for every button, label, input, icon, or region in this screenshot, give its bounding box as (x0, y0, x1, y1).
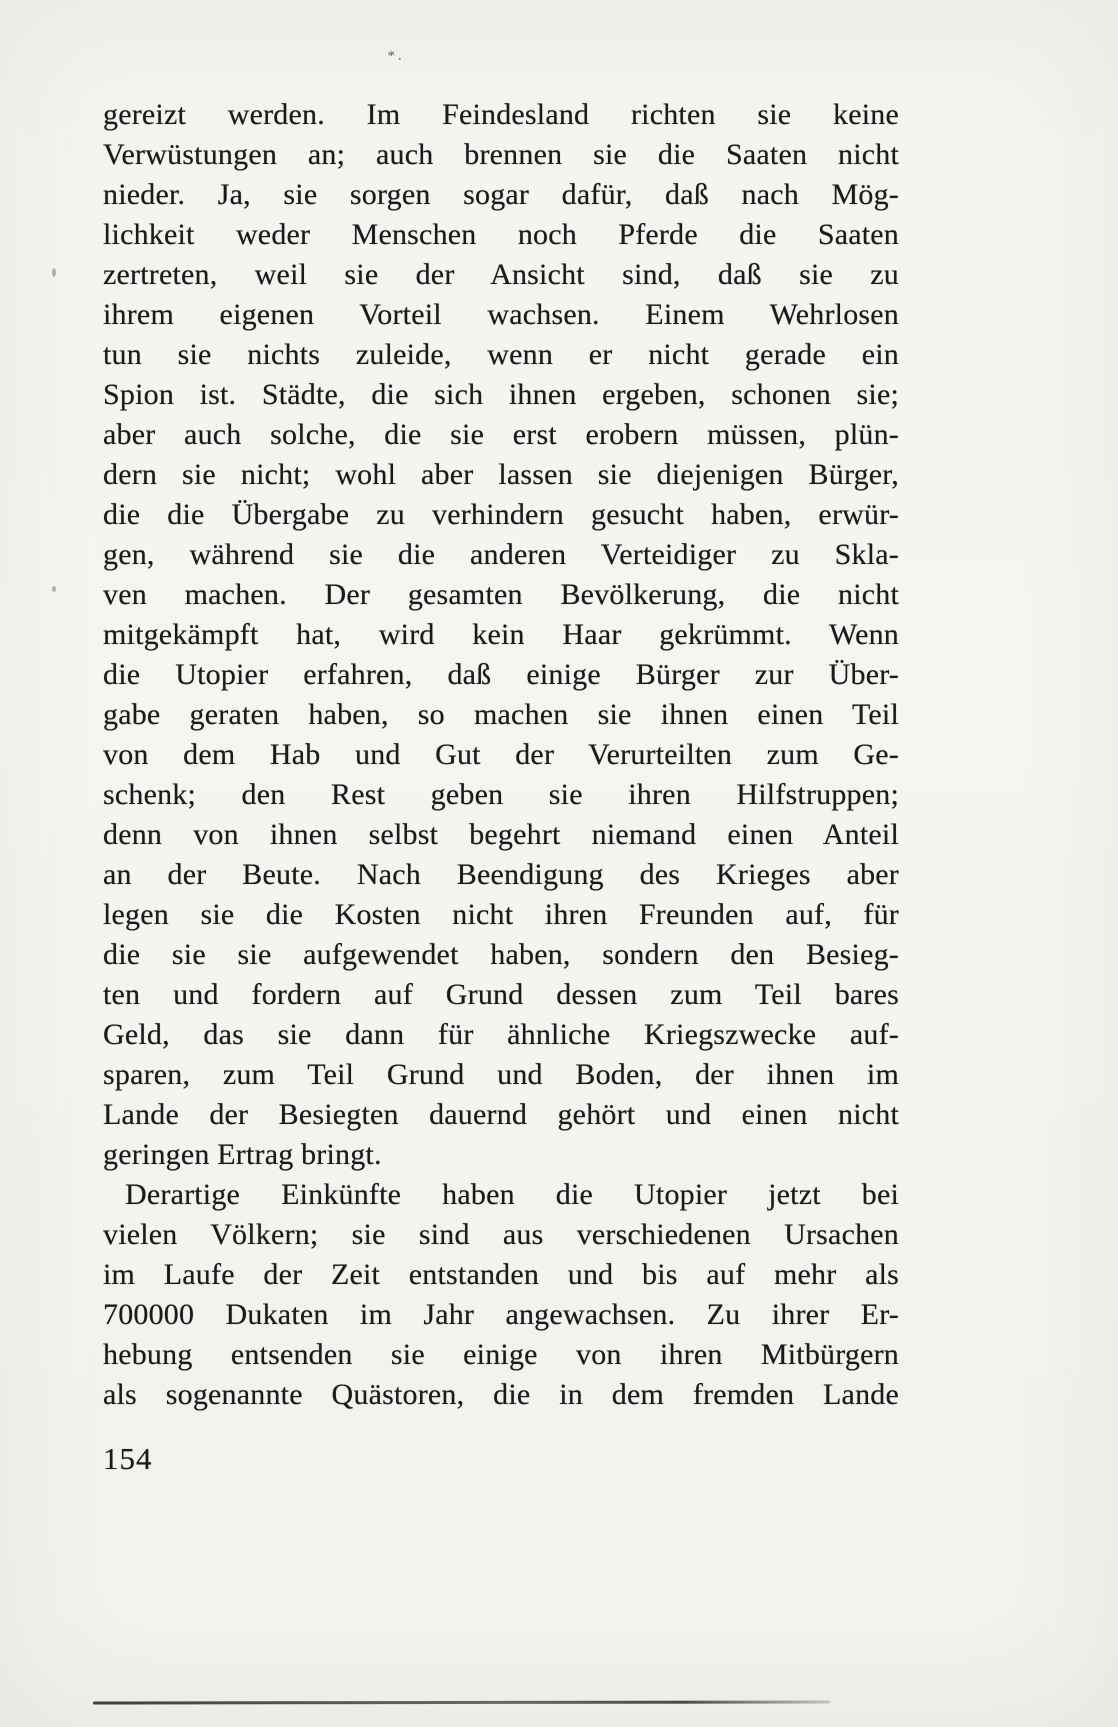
text-line: ten und fordern auf Grund dessen zum Teil bares (103, 978, 899, 1011)
text-line: an der Beute. Nach Beendigung des Krieges aber (103, 858, 899, 891)
text-line: die Utopier erfahren, daß einige Bürger zur Über- (103, 658, 899, 691)
paragraph (103, 1175, 899, 1415)
paragraph (103, 95, 899, 1175)
text-line: von dem Hab und Gut der Verurteilten zum Ge- (103, 738, 899, 771)
text-line: geringen Ertrag bringt. (103, 1138, 382, 1171)
text-line: dern sie nicht; wohl aber lassen sie diejenigen Bürger, (103, 458, 899, 491)
text-line: denn von ihnen selbst begehrt niemand einen Anteil (103, 818, 899, 851)
text-line: gereizt werden. Im Feindesland richten sie keine (103, 98, 899, 131)
text-line: die sie sie aufgewendet haben, sondern den Besieg- (103, 938, 899, 971)
text-line: gen, während sie die anderen Verteidiger zu Skla- (103, 538, 899, 571)
text-line: Derartige Einkünfte haben die Utopier jetzt bei (125, 1178, 899, 1211)
text-block (103, 95, 899, 1415)
text-line: vielen Völkern; sie sind aus verschiedenen Ursachen (103, 1218, 899, 1251)
scan-speck (52, 586, 56, 592)
text-line: Spion ist. Städte, die sich ihnen ergeben, schonen sie; (103, 378, 899, 411)
text-line: lichkeit weder Menschen noch Pferde die Saaten (103, 218, 899, 251)
text-line: Lande der Besiegten dauernd gehört und einen nicht (103, 1098, 899, 1131)
text-line: 700000 Dukaten im Jahr angewachsen. Zu ihrer Er- (103, 1298, 899, 1331)
page-number: 154 (103, 1441, 153, 1476)
scan-edge-artifact (93, 1700, 830, 1704)
text-line: nieder. Ja, sie sorgen sogar dafür, daß nach Mög- (103, 178, 899, 211)
text-line: schenk; den Rest geben sie ihren Hilfstruppen; (103, 778, 899, 811)
text-line: legen sie die Kosten nicht ihren Freunden auf, für (103, 898, 899, 931)
text-line: sparen, zum Teil Grund und Boden, der ihnen im (103, 1058, 899, 1091)
text-line: als sogenannte Quästoren, die in dem fremden Lande (103, 1378, 899, 1411)
text-line: im Laufe der Zeit entstanden und bis auf mehr als (103, 1258, 899, 1291)
text-line: die die Übergabe zu verhindern gesucht haben, erwür- (103, 498, 899, 531)
text-line: Geld, das sie dann für ähnliche Kriegszwecke auf- (103, 1018, 899, 1051)
text-line: ihrem eigenen Vorteil wachsen. Einem Wehrlosen (103, 298, 899, 331)
text-line: ven machen. Der gesamten Bevölkerung, die nicht (103, 578, 899, 611)
text-line: zertreten, weil sie der Ansicht sind, daß sie zu (103, 258, 899, 291)
text-line: hebung entsenden sie einige von ihren Mitbürgern (103, 1338, 899, 1371)
text-line: gabe geraten haben, so machen sie ihnen einen Teil (103, 698, 899, 731)
scan-speck (52, 268, 56, 277)
pencil-mark-artifact: *. (386, 47, 405, 65)
text-line: tun sie nichts zuleide, wenn er nicht gerade ein (103, 338, 899, 371)
text-line: Verwüstungen an; auch brennen sie die Saaten nicht (103, 138, 899, 171)
text-line: mitgekämpft hat, wird kein Haar gekrümmt. Wenn (103, 618, 899, 651)
text-line: aber auch solche, die sie erst erobern müssen, plün- (103, 418, 899, 451)
